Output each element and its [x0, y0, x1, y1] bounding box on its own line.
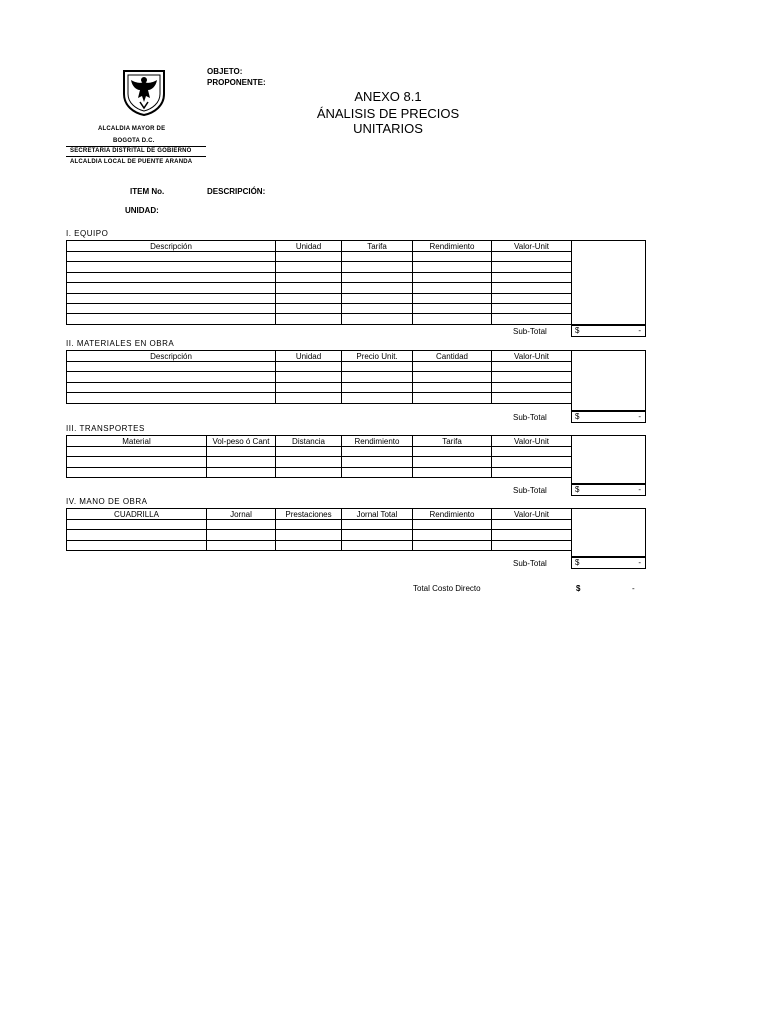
subtotal-value: - — [638, 412, 641, 421]
equipo-value-column — [571, 240, 646, 325]
table-row — [67, 252, 572, 262]
column-header: Descripción — [67, 241, 276, 252]
column-header: Unidad — [276, 241, 342, 252]
org-line-4: ALCALDIA LOCAL DE PUENTE ARANDA — [70, 159, 193, 165]
materiales-subtotal-cell — [571, 411, 646, 423]
table-row — [67, 372, 572, 382]
subtotal-value: - — [638, 326, 641, 335]
table-row — [67, 467, 572, 477]
column-header: Valor-Unit — [492, 241, 572, 252]
column-header: Prestaciones — [276, 509, 342, 520]
column-header: Jornal Total — [342, 509, 413, 520]
objeto-label: OBJETO: — [207, 67, 243, 76]
table-header-row — [67, 241, 572, 252]
org-line-1: ALCALDIA MAYOR DE — [98, 126, 166, 132]
currency-symbol: $ — [575, 558, 580, 567]
table-header-row — [67, 351, 572, 362]
mano-de-obra-subtotal-cell — [571, 557, 646, 569]
column-header: Rendimiento — [413, 241, 492, 252]
subtotal-value: - — [638, 485, 641, 494]
title-line-2: ÁNALISIS DE PRECIOS — [316, 106, 460, 121]
table-row — [67, 530, 572, 540]
column-header: Cantidad — [413, 351, 492, 362]
column-header: Rendimiento — [342, 436, 413, 447]
table-header-row — [67, 509, 572, 520]
equipo-subtotal-label: Sub-Total — [513, 327, 547, 336]
section-title-mano-de-obra: IV. MANO DE OBRA — [66, 497, 148, 506]
equipo-subtotal-cell — [571, 325, 646, 337]
org-line-3: SECRETARIA DISTRITAL DE GOBIERNO — [70, 148, 192, 154]
table-row — [67, 393, 572, 403]
currency-symbol: $ — [575, 326, 580, 335]
transportes-subtotal-label: Sub-Total — [513, 486, 547, 495]
column-header: Valor-Unit — [492, 509, 572, 520]
mano-de-obra-value-column — [571, 508, 646, 557]
descripcion-label: DESCRIPCIÓN: — [207, 187, 266, 196]
proponente-label: PROPONENTE: — [207, 78, 266, 87]
total-costo-directo-label: Total Costo Directo — [413, 584, 481, 593]
column-header: Rendimiento — [413, 509, 492, 520]
table-row — [67, 303, 572, 313]
title-line-3: UNITARIOS — [353, 121, 423, 136]
transportes-value-column — [571, 435, 646, 484]
table-row — [67, 293, 572, 303]
table-row — [67, 520, 572, 530]
equipo-table — [66, 240, 572, 325]
section-title-equipo: I. EQUIPO — [66, 229, 109, 238]
column-header: Descripción — [67, 351, 276, 362]
table-row — [67, 262, 572, 272]
materiales-value-column — [571, 350, 646, 411]
currency-symbol: $ — [575, 412, 580, 421]
column-header: Tarifa — [342, 241, 413, 252]
table-row — [67, 447, 572, 457]
org-divider — [66, 146, 206, 147]
table-row — [67, 272, 572, 282]
transportes-subtotal-cell — [571, 484, 646, 496]
subtotal-value: - — [638, 558, 641, 567]
column-header: Jornal — [207, 509, 276, 520]
column-header: Unidad — [276, 351, 342, 362]
column-header: Valor-Unit — [492, 436, 572, 447]
item-label: ITEM No. — [130, 187, 165, 196]
table-row — [67, 540, 572, 550]
column-header: Valor-Unit — [492, 351, 572, 362]
coat-of-arms-icon — [120, 68, 168, 116]
column-header: Distancia — [276, 436, 342, 447]
total-currency-symbol: $ — [576, 584, 581, 593]
column-header: Tarifa — [413, 436, 492, 447]
title-line-1: ANEXO 8.1 — [354, 89, 422, 104]
currency-symbol: $ — [575, 485, 580, 494]
total-value: - — [632, 584, 635, 593]
section-title-materiales: II. MATERIALES EN OBRA — [66, 339, 175, 348]
table-row — [67, 314, 572, 324]
transportes-table — [66, 435, 572, 478]
table-row — [67, 457, 572, 467]
mano-de-obra-subtotal-label: Sub-Total — [513, 559, 547, 568]
column-header: Material — [67, 436, 207, 447]
org-divider-2 — [66, 156, 206, 157]
materiales-table — [66, 350, 572, 404]
table-row — [67, 382, 572, 392]
org-line-2: BOGOTA D.C. — [113, 138, 155, 144]
column-header: CUADRILLA — [67, 509, 207, 520]
section-title-transportes: III. TRANSPORTES — [66, 424, 145, 433]
table-header-row — [67, 436, 572, 447]
column-header: Precio Unit. — [342, 351, 413, 362]
table-row — [67, 283, 572, 293]
unidad-label: UNIDAD: — [125, 206, 159, 215]
column-header: Vol-peso ó Cant — [207, 436, 276, 447]
mano-de-obra-table — [66, 508, 572, 551]
table-row — [67, 362, 572, 372]
materiales-subtotal-label: Sub-Total — [513, 413, 547, 422]
